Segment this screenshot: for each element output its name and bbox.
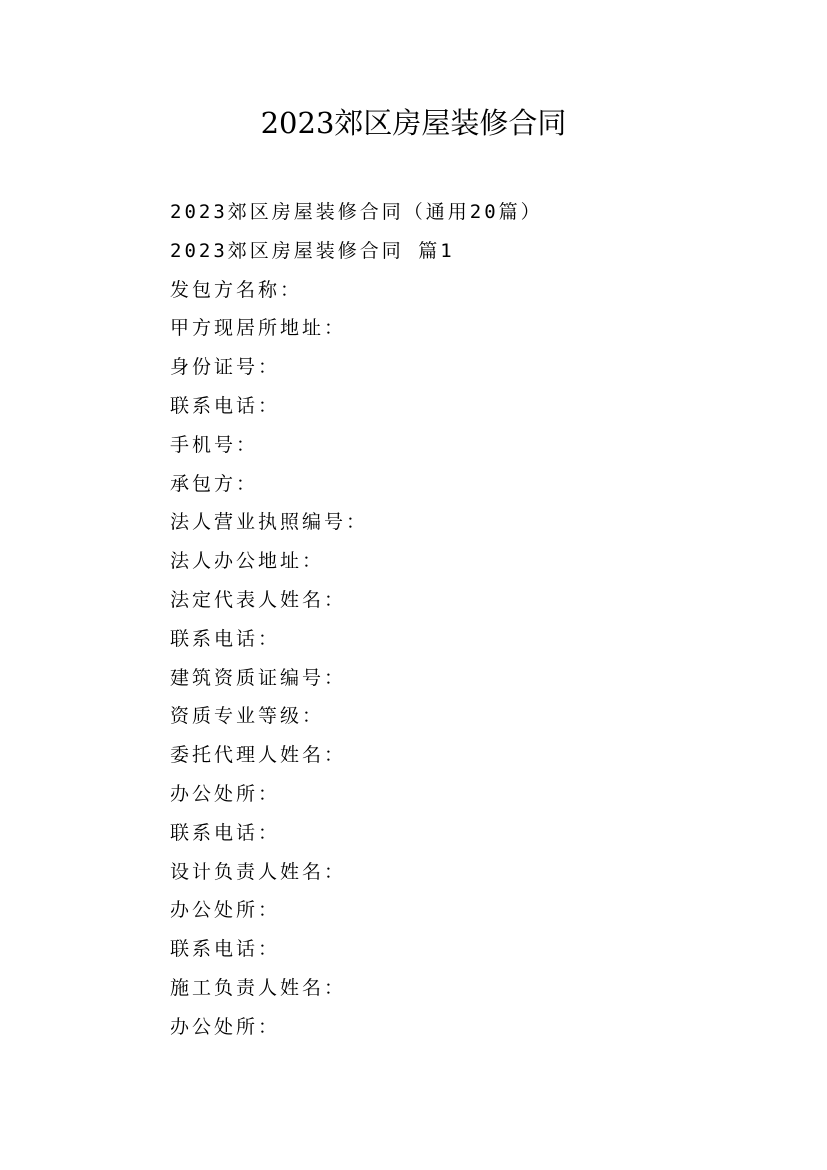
field-phone: 联系电话：	[170, 394, 281, 417]
field-contractor: 承包方：	[170, 472, 259, 495]
field-office: 办公处所：	[170, 1015, 281, 1038]
section-heading: 2023郊区房屋装修合同 篇1	[170, 239, 455, 262]
field-office-address: 法人办公地址：	[170, 550, 325, 573]
field-phone: 联系电话：	[170, 627, 281, 650]
field-legal-representative: 法定代表人姓名：	[170, 588, 347, 611]
subtitle-line: 2023郊区房屋装修合同（通用20篇）	[170, 201, 543, 223]
field-employer-name: 发包方名称：	[170, 278, 303, 301]
field-mobile: 手机号：	[170, 433, 259, 456]
field-business-license: 法人营业执照编号：	[170, 511, 369, 534]
field-phone: 联系电话：	[170, 938, 281, 961]
field-party-a-address: 甲方现居所地址：	[170, 317, 347, 340]
field-office: 办公处所：	[170, 782, 281, 805]
field-office: 办公处所：	[170, 899, 281, 922]
field-agent-name: 委托代理人姓名：	[170, 744, 347, 767]
field-construction-lead: 施工负责人姓名：	[170, 976, 347, 999]
field-design-lead: 设计负责人姓名：	[170, 860, 347, 883]
field-qualification-number: 建筑资质证编号：	[170, 666, 347, 689]
document-title: 2023郊区房屋装修合同	[260, 106, 567, 140]
field-id-number: 身份证号：	[170, 356, 281, 379]
field-phone: 联系电话：	[170, 821, 281, 844]
field-qualification-grade: 资质专业等级：	[170, 705, 325, 728]
document-body	[170, 193, 770, 1047]
